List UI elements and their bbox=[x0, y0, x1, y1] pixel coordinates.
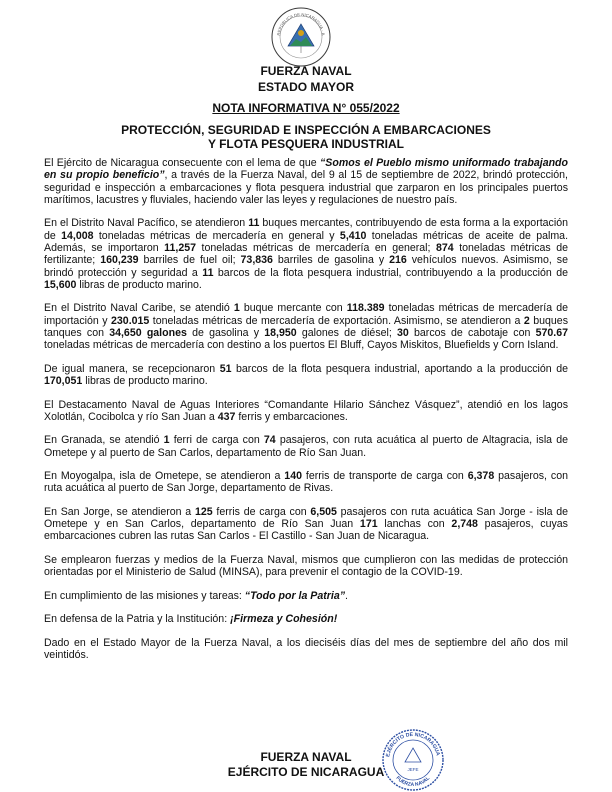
signature-line-1: FUERZA NAVAL bbox=[260, 750, 352, 764]
bold-figure: 2,748 bbox=[451, 518, 478, 531]
bold-figure: 570.67 bbox=[535, 326, 568, 339]
paragraph-text: toneladas métricas de fertilizante; bbox=[44, 241, 568, 267]
paragraph-text: En el Distrito Naval Pacífico, se atendieron bbox=[44, 217, 249, 230]
paragraph-text: El Destacamento Naval de Aguas Interiores “Comandante Hilario Sánchez Vásquez”, atendió en los lagos Xolotlán, Cocibolca y río San Juan a bbox=[44, 398, 568, 423]
paragraph-text: barcos de la flota pesquera industrial, aportando a la producción de bbox=[231, 362, 568, 375]
bold-figure: 140 bbox=[284, 470, 302, 483]
paragraph-text: libras de producto marino. bbox=[82, 375, 208, 388]
paragraph-text: pasajeros con ruta acuática San Jorge - isla de Ometepe y en San Carlos, departamento de Río San Juan bbox=[44, 505, 569, 531]
bold-figure: 2 bbox=[523, 314, 530, 327]
paragraph-text: pasajeros, cuyas embarcaciones cubren las rutas San Carlos - El Castillo - San Juan de Nicaragua. bbox=[44, 518, 568, 543]
bold-figure: 11 bbox=[202, 266, 214, 279]
paragraph-text: En defensa de la Patria y la Institución: bbox=[44, 613, 231, 626]
org-heading: FUERZA NAVAL bbox=[260, 64, 352, 78]
bold-figure: 30 bbox=[397, 326, 409, 339]
paragraph-text: De igual manera, se recepcionaron bbox=[44, 362, 220, 375]
body-paragraph bbox=[44, 554, 568, 579]
paragraph-text: ferris de carga con bbox=[212, 505, 311, 518]
paragraph-text: En San Jorge, se atendieron a bbox=[44, 505, 195, 518]
bold-figure: 51 bbox=[219, 362, 232, 375]
body-paragraph bbox=[44, 363, 568, 388]
bold-figure: 118.389 bbox=[346, 302, 385, 315]
paragraph-text: toneladas métricas de mercadería de importación y bbox=[44, 302, 568, 327]
body-paragraph bbox=[44, 470, 568, 495]
paragraph-text: pasajeros, con ruta acuática al puerto de San Jorge, departamento de Rivas. bbox=[44, 470, 568, 495]
emphasis-text: “Somos el Pueblo mismo uniformado trabajando en su propio beneficio” bbox=[44, 157, 568, 182]
paragraph-text: libras de producto marino. bbox=[76, 278, 202, 291]
paragraph-text: buque mercante con bbox=[239, 302, 347, 315]
bold-figure: 11,257 bbox=[164, 241, 196, 254]
bold-figure: 160,239 bbox=[100, 254, 139, 267]
paragraph-text: vehículos nuevos. Asimismo, se brindó protección y seguridad a bbox=[44, 254, 568, 279]
paragraph-text: Se emplearon fuerzas y medios de la Fuerza Naval, mismos que cumplieron con las medidas de protección orientadas por el Ministerio de Salud (MINSA), para prevenir el contagio de la COVID-19. bbox=[44, 553, 568, 579]
body-paragraph bbox=[44, 157, 568, 206]
bold-figure: 216 bbox=[389, 254, 407, 267]
paragraph-text: ferri de carga con bbox=[169, 434, 264, 447]
bold-figure: 15,600 bbox=[44, 278, 77, 291]
subject-line-2: Y FLOTA PESQUERA INDUSTRIAL bbox=[207, 137, 404, 151]
body-paragraph bbox=[44, 302, 568, 351]
paragraph-text: En cumplimiento de las misiones y tareas: bbox=[44, 589, 245, 602]
coat-of-arms-seal bbox=[270, 6, 332, 68]
stamp-bottom-text: FUERZA NAVAL bbox=[394, 775, 432, 789]
bold-figure: 5,410 bbox=[339, 229, 367, 242]
paragraph-text: barcos de la flota pesquera industrial, contribuyendo a la producción de bbox=[213, 266, 568, 279]
bold-figure: 18,950 bbox=[264, 326, 297, 339]
emphasis-text: “Todo por la Patria” bbox=[244, 589, 346, 602]
paragraph-text: toneladas métricas de mercadería en general y bbox=[93, 229, 340, 242]
emphasis-text: ¡Firmeza y Cohesión! bbox=[230, 613, 338, 626]
paragraph-text: ferris de transporte de carga con bbox=[301, 470, 468, 483]
paragraph-text: buques tanques con bbox=[44, 314, 568, 339]
bold-figure: 11 bbox=[248, 217, 260, 230]
paragraph-text: de gasolina y bbox=[186, 326, 265, 339]
official-stamp bbox=[378, 726, 448, 792]
paragraph-text: barcos de cabotaje con bbox=[408, 326, 536, 339]
body-text bbox=[44, 157, 568, 672]
bold-figure: 171 bbox=[359, 518, 378, 531]
paragraph-text: toneladas métricas de mercadería con destino a los puertos El Bluff, Cayos Miskitos, Bluefields y Corn Island. bbox=[44, 339, 559, 352]
body-paragraph bbox=[44, 613, 568, 625]
paragraph-text: ferris y embarcaciones. bbox=[235, 410, 348, 423]
bold-figure: 437 bbox=[217, 410, 236, 423]
stamp-top-text: EJÉRCITO DE NICARAGUA bbox=[385, 731, 441, 758]
paragraph-text: barriles de fuel oil; bbox=[138, 254, 241, 267]
bold-figure: 170,051 bbox=[44, 375, 83, 388]
paragraph-text: En Granada, se atendió bbox=[44, 434, 164, 447]
paragraph-text: barriles de gasolina y bbox=[272, 254, 390, 267]
paragraph-text: Dado en el Estado Mayor de la Fuerza Naval, a los dieciséis días del mes de septiembre del año dos mil veintidós. bbox=[44, 636, 568, 661]
paragraph-text: toneladas métricas de aceite de palma. Además, se importaron bbox=[44, 229, 569, 254]
paragraph-text: El Ejército de Nicaragua consecuente con el lema de que bbox=[44, 157, 320, 169]
subject-line-1: PROTECCIÓN, SEGURIDAD E INSPECCIÓN A EMBARCACIONES bbox=[121, 123, 491, 137]
paragraph-text: lanchas con bbox=[377, 518, 452, 531]
bold-figure: 230.015 bbox=[111, 314, 150, 327]
body-paragraph bbox=[44, 637, 568, 662]
paragraph-text: toneladas métricas de mercadería en general; bbox=[196, 241, 436, 254]
paragraph-text: toneladas métricas de mercadería de exportación. Asimismo, se atendieron a bbox=[149, 314, 524, 327]
bold-figure: 34,650 galones bbox=[109, 326, 187, 339]
bold-figure: 74 bbox=[263, 434, 276, 447]
seal-top-ring-text: REPÚBLICA DE NICARAGUA · A bbox=[276, 11, 326, 36]
note-title: NOTA INFORMATIVA N° 055/2022 bbox=[212, 101, 400, 115]
body-paragraph bbox=[44, 399, 568, 424]
paragraph-text: En el Distrito Naval Caribe, se atendió bbox=[44, 302, 234, 315]
body-paragraph bbox=[44, 506, 568, 543]
bold-figure: 73,836 bbox=[240, 254, 273, 267]
paragraph-text: buques mercantes, contribuyendo de esta forma a la exportación de bbox=[44, 217, 568, 242]
signature-line-2: EJÉRCITO DE NICARAGUA bbox=[227, 765, 385, 779]
body-paragraph bbox=[44, 217, 568, 291]
unit-heading: ESTADO MAYOR bbox=[257, 80, 354, 94]
paragraph-text: En Moyogalpa, isla de Ometepe, se atendieron a bbox=[44, 470, 285, 483]
body-paragraph bbox=[44, 590, 568, 602]
bold-figure: 874 bbox=[436, 241, 454, 254]
paragraph-text: galones de diésel; bbox=[296, 326, 398, 339]
paragraph-text: . bbox=[345, 589, 348, 602]
bold-figure: 1 bbox=[233, 302, 240, 315]
paragraph-text: , a través de la Fuerza Naval, del 9 al 15 de septiembre de 2022, brindó protección, seguridad e inspección a embarcaciones y flota pesquera industrial que zarparon en los principales puertos marítimos, lacustres y fluviales, haciendo valer las leyes y regulaciones de nuestro país. bbox=[44, 169, 568, 206]
bold-figure: 6,378 bbox=[467, 470, 495, 483]
bold-figure: 1 bbox=[163, 434, 170, 447]
paragraph-text: pasajeros, con ruta acuática al puerto de Altagracia, isla de Ometepe y al puerto de San Carlos, departamento de Río San Juan. bbox=[44, 434, 568, 459]
stamp-center-text: JEFE bbox=[407, 767, 419, 772]
bold-figure: 14,008 bbox=[61, 229, 94, 242]
svg-text:FUERZA NAVAL bbox=[395, 775, 432, 788]
body-paragraph bbox=[44, 434, 568, 459]
bold-figure: 6,505 bbox=[310, 505, 337, 518]
bold-figure: 125 bbox=[194, 505, 213, 518]
